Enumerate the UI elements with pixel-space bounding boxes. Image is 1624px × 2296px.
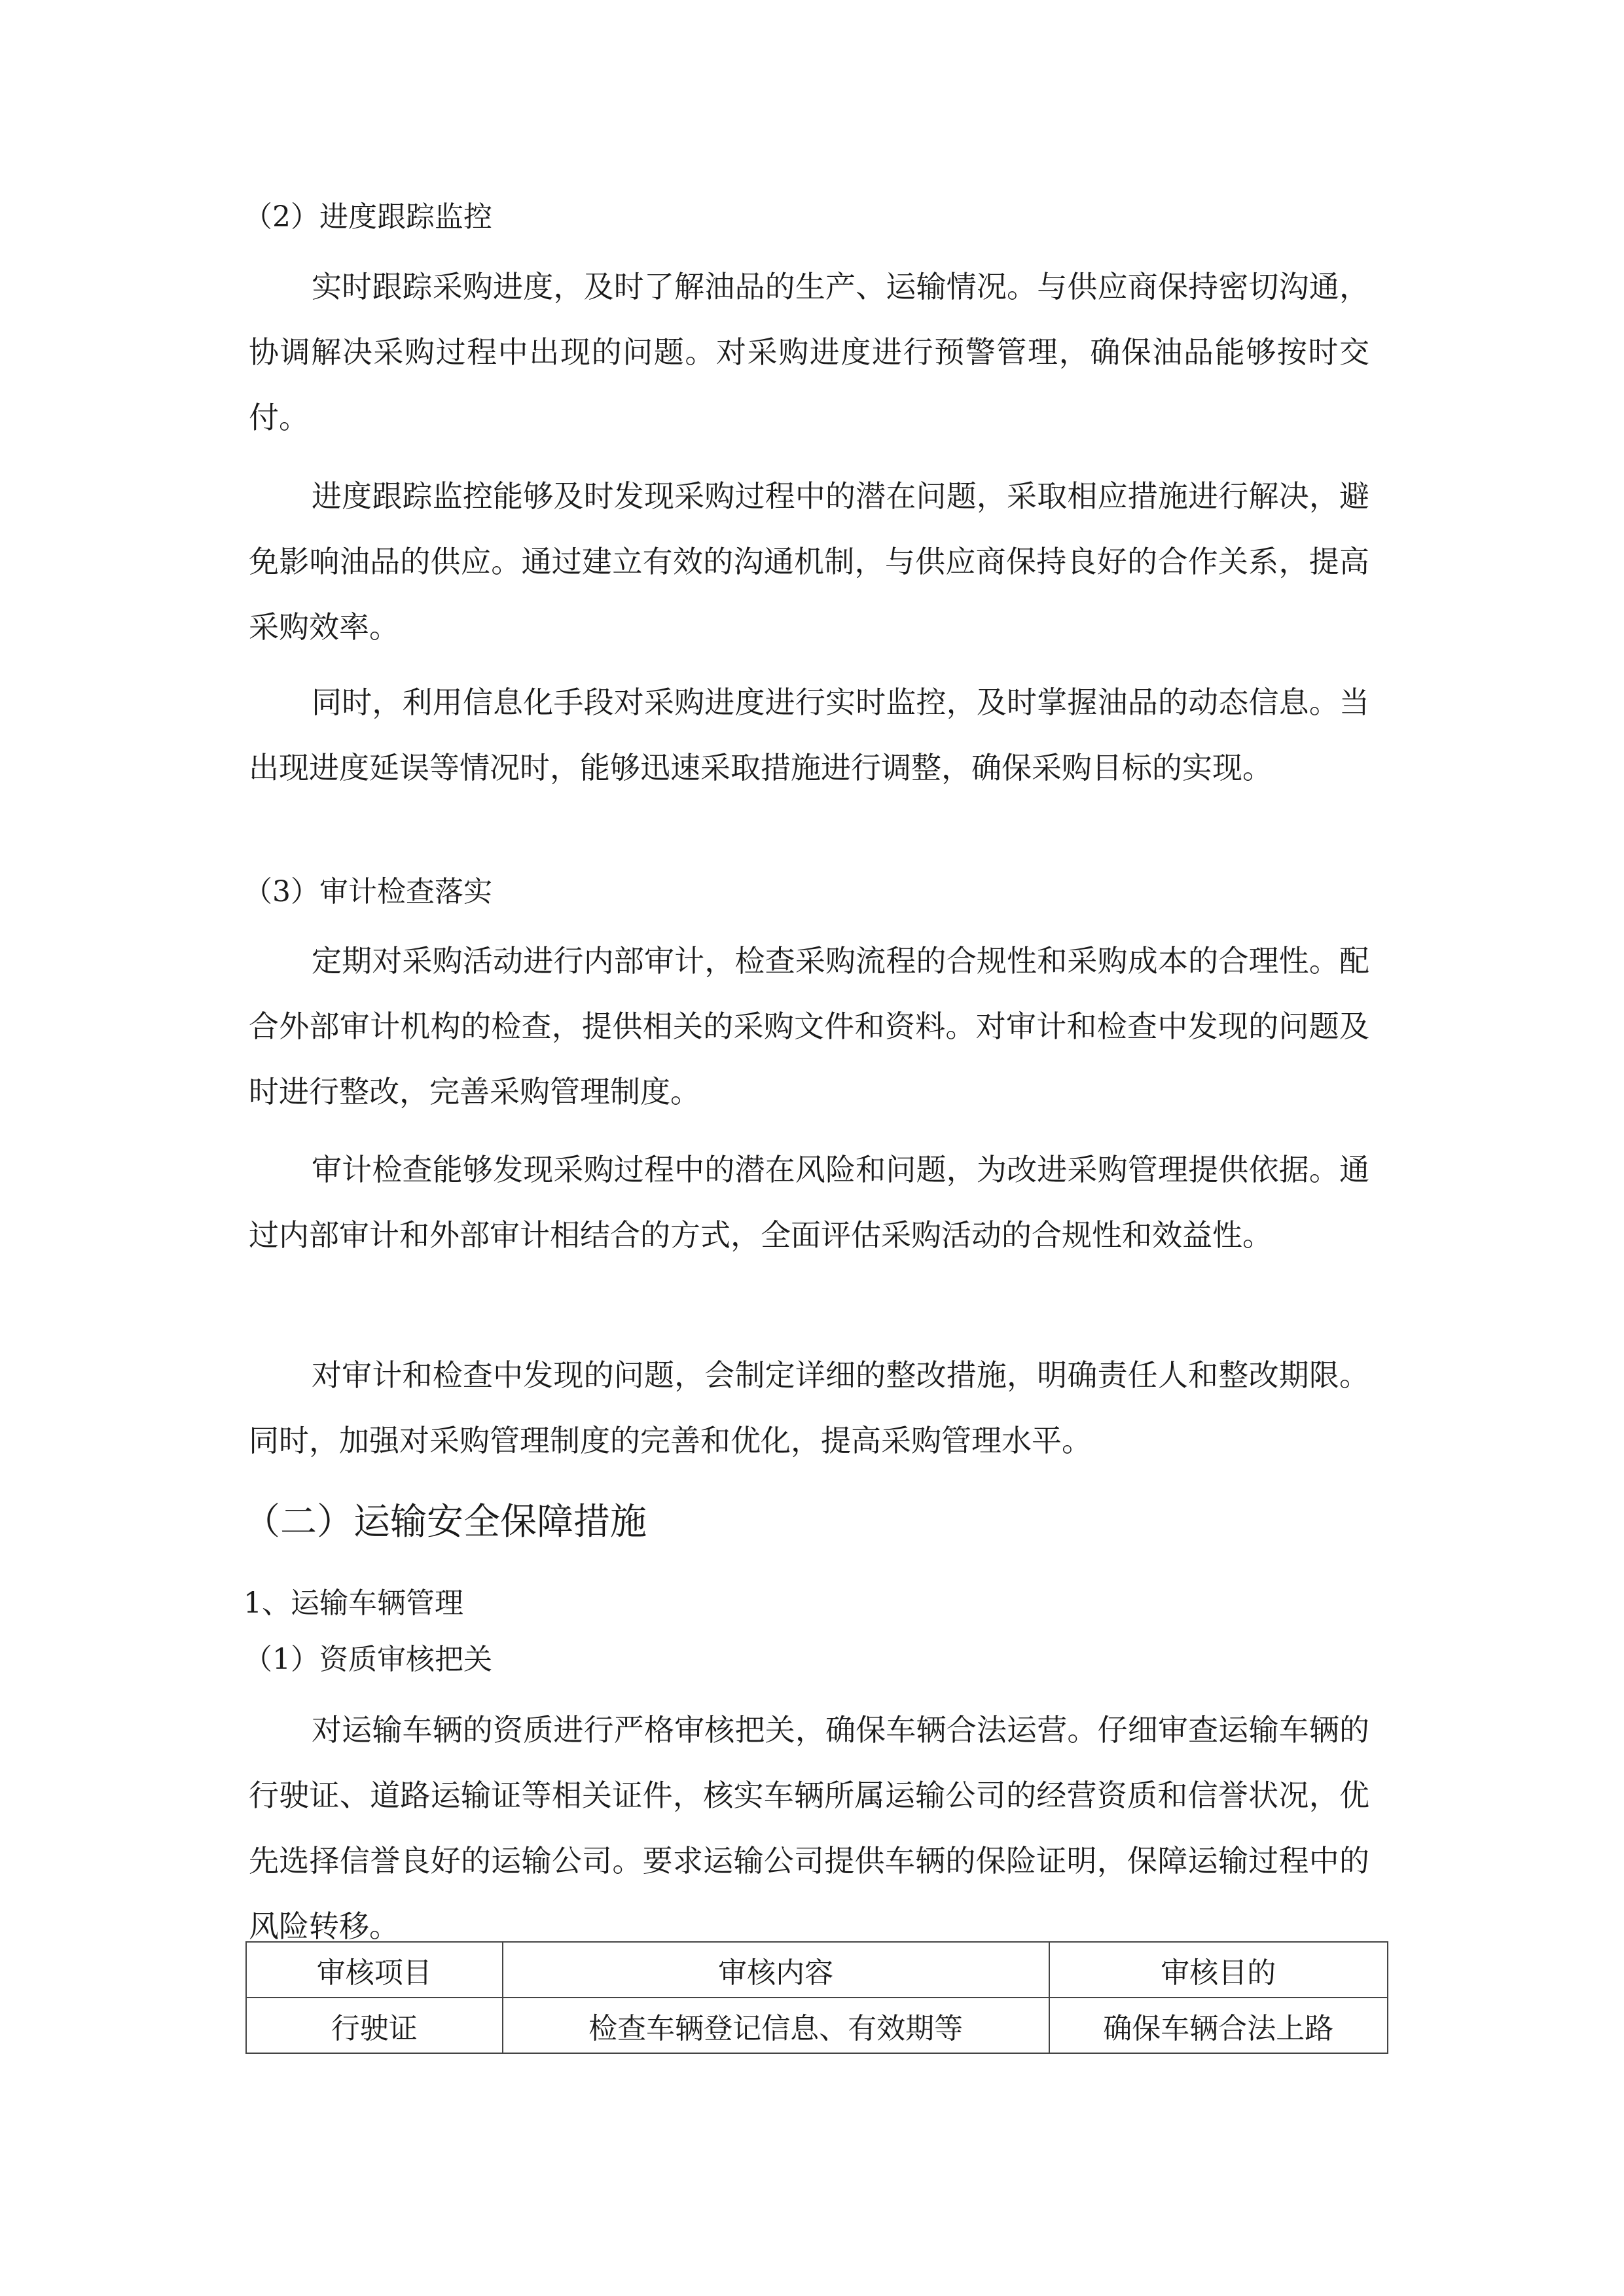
- chapter-heading: （二）运输安全保障措施: [244, 1501, 647, 1543]
- paragraph: 定期对采购活动进行内部审计，检查采购流程的合规性和采购成本的合理性。配合外部审计机构的检查，提供相关的采购文件和资料。对审计和检查中发现的问题及时进行整改，完善采购管理制度。: [249, 943, 1369, 1109]
- section-heading-qualification-review: （1）资质审核把关: [244, 1643, 492, 1676]
- table-header-cell: 审核目的: [1049, 1942, 1388, 1998]
- paragraph: 实时跟踪采购进度，及时了解油品的生产、运输情况。与供应商保持密切沟通，协调解决采购过程中出现的问题。对采购进度进行预警管理，确保油品能够按时交付。: [249, 269, 1369, 435]
- paragraph: 同时，利用信息化手段对采购进度进行实时监控，及时掌握油品的动态信息。当出现进度延误等情况时，能够迅速采取措施进行调整，确保采购目标的实现。: [249, 685, 1369, 785]
- subsection-heading: 1、运输车辆管理: [244, 1587, 463, 1620]
- table-header-cell: 审核内容: [503, 1942, 1049, 1998]
- paragraph: 审计检查能够发现采购过程中的潜在风险和问题，为改进采购管理提供依据。通过内部审计和外部审计相结合的方式，全面评估采购活动的合规性和效益性。: [249, 1152, 1369, 1253]
- audit-table: [245, 1941, 1388, 2054]
- section-heading-audit-inspection: （3）审计检查落实: [244, 875, 492, 908]
- paragraph: 对运输车辆的资质进行严格审核把关，确保车辆合法运营。仔细审查运输车辆的行驶证、道路运输证等相关证件，核实车辆所属运输公司的经营资质和信誉状况，优先选择信誉良好的运输公司。要求运输公司提供车辆的保险证明，保障运输过程中的风险转移。: [249, 1712, 1369, 1944]
- table-header-cell: 审核项目: [246, 1942, 503, 1998]
- table-cell: 确保车辆合法上路: [1049, 1998, 1388, 2053]
- paragraph: 进度跟踪监控能够及时发现采购过程中的潜在问题，采取相应措施进行解决，避免影响油品的供应。通过建立有效的沟通机制，与供应商保持良好的合作关系，提高采购效率。: [249, 478, 1369, 645]
- section-heading-progress-tracking: （2）进度跟踪监控: [244, 200, 492, 234]
- paragraph: 对审计和检查中发现的问题，会制定详细的整改措施，明确责任人和整改期限。同时，加强对采购管理制度的完善和优化，提高采购管理水平。: [249, 1357, 1369, 1458]
- table-cell: 检查车辆登记信息、有效期等: [503, 1998, 1049, 2053]
- table-header-row: [246, 1942, 1388, 1998]
- table-cell: 行驶证: [246, 1998, 503, 2053]
- table-row: [246, 1998, 1388, 2053]
